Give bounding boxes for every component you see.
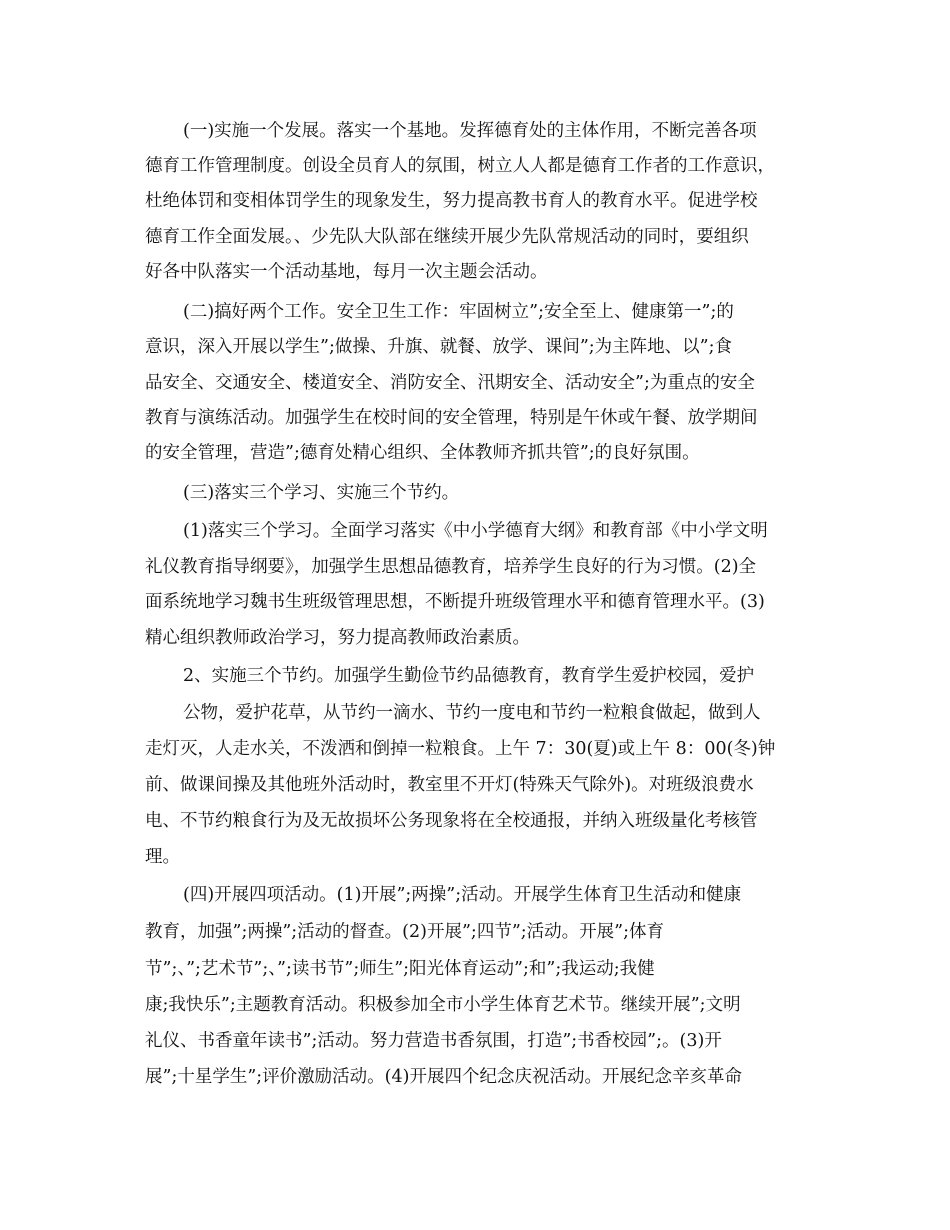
text-line: 理。 <box>145 847 180 867</box>
text-line: 前、做课间操及其他班外活动时，教室里不开灯(特殊天气除外)。对班级浪费水 <box>145 775 754 795</box>
text-line: 礼仪教育指导纲要》，加强学生思想品德教育，培养学生良好的行为习惯。(2)全 <box>145 557 757 577</box>
text-line: (四)开展四项活动。(1)开展”;两操”;活动。开展学生体育卫生活动和健康 <box>183 885 742 905</box>
text-line: 公物，爱护花草，从节约一滴水、节约一度电和节约一粒粮食做起，做到人 <box>183 703 761 723</box>
text-line: (二)搞好两个工作。安全卫生工作：牢固树立”;安全至上、健康第一”;的 <box>183 302 734 322</box>
text-line: 康;我快乐”;主题教育活动。积极参加全市小学生体育艺术节。继续开展”;文明 <box>145 995 741 1015</box>
text-line: 展”;十星学生”;评价激励活动。(4)开展四个纪念庆祝活动。开展纪念辛亥革命 <box>145 1067 742 1087</box>
text-line: 意识，深入开展以学生”;做操、升旗、就餐、放学、课间”;为主阵地、以”;食 <box>145 337 733 357</box>
text-line: 品安全、交通安全、楼道安全、消防安全、汛期安全、活动安全”;为重点的安全 <box>145 373 755 393</box>
text-line: 的安全管理，营造”;德育处精心组织、全体教师齐抓共管”;的良好氛围。 <box>145 443 700 463</box>
text-line: 电、不节约粮食行为及无故损坏公务现象将在全校通报，并纳入班级量化考核管 <box>145 811 758 831</box>
text-line: 好各中队落实一个活动基地，每月一次主题会活动。 <box>145 262 548 282</box>
text-line: (一)实施一个发展。落实一个基地。发挥德育处的主体作用，不断完善各项 <box>183 121 757 141</box>
text-line: 走灯灭，人走水关，不泼洒和倒掉一粒粮食。上午 7：30(夏)或上午 8：00(冬)钟 <box>145 739 776 759</box>
text-line: 面系统地学习魏书生班级管理思想，不断提升班级管理水平和德育管理水平。(3) <box>145 592 765 612</box>
text-line: 2、实施三个节约。加强学生勤俭节约品德教育，教育学生爱护校园，爱护 <box>183 666 755 686</box>
text-line: 杜绝体罚和变相体罚学生的现象发生，努力提高教书育人的教育水平。促进学校 <box>145 191 758 211</box>
text-line: (三)落实三个学习、实施三个节约。 <box>183 483 460 503</box>
text-line: 礼仪、书香童年读书”;活动。努力营造书香氛围，打造”;书香校园”;。(3)开 <box>145 1031 722 1051</box>
text-line: (1)落实三个学习。全面学习落实《中小学德育大纲》和教育部《中小学文明 <box>183 521 768 541</box>
text-line: 德育工作全面发展。、少先队大队部在继续开展少先队常规活动的同时，要组织 <box>145 227 749 247</box>
text-line: 教育与演练活动。加强学生在校时间的安全管理，特别是午休或午餐、放学期间 <box>145 408 758 428</box>
text-line: 德育工作管理制度。创设全员育人的氛围，树立人人都是德育工作者的工作意识， <box>145 156 775 176</box>
text-line: 教育，加强”;两操”;活动的督查。(2)开展”;四节”;活动。开展”;体育 <box>145 922 664 942</box>
text-line: 精心组织教师政治学习，努力提高教师政治素质。 <box>145 628 530 648</box>
text-line: 节”;、”;艺术节”;、”;读书节”;师生”;阳光体育运动”;和”;我运动;我健 <box>145 959 655 979</box>
